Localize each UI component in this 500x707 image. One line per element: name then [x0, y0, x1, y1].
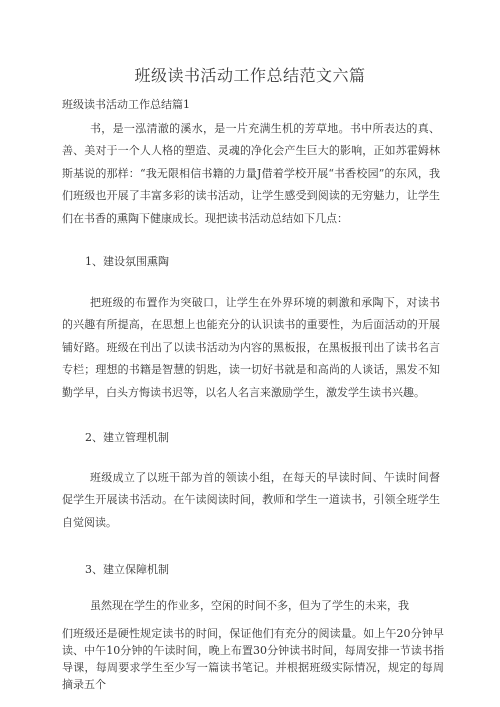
- document-title: 班级读书活动工作总结范文六篇: [134, 66, 366, 85]
- document-subtitle: 班级读书活动工作总结篇1: [62, 98, 190, 111]
- intro-paragraph: 书，是一泓清澈的溪水，是一片充满生机的芳草地。书中所表达的真、善、美对于一个人人格的塑造、灵魂的净化会产生巨大的影响，正如苏霍姆林斯基说的那样：“我无限相信书籍的力量J借着学校开展“书香校园”的东风，我们班级也开展了丰富多彩的读书活动，让学生感受到阅读的无穷魅力，让学生们在书香的熏陶下健康成长。现把读书活动总结如下几点：: [62, 122, 440, 225]
- section-heading-3: 3、建立保障机制: [85, 563, 169, 576]
- section-body-1: 把班级的布置作为突破口，让学生在外界环境的刺激和承陶下，对读书的兴趣有所提高，在思想上也能充分的认识读书的重要性，为后面活动的开展铺好路。班级在刊出了以读书活动为内容的黑板报，在黑板报刊出了读书名言专栏；理想的书籍是智慧的钥匙，读一切好书就是和高尚的人谈话，黑发不知勤学早，白头方悔读书迟等，以名人名言来激励学生，激发学生读书兴趣。: [62, 296, 440, 399]
- section-body-3-first-line: 虽然现在学生的作业多，空闲的时间不多，但为了学生的未来，我: [90, 599, 409, 612]
- section-heading-2: 2、建立管理机制: [85, 431, 169, 444]
- section-body-3: 们班级还是硬性规定读书的时间，保证他们有充分的阅读量。如上午20分钟早读、中午10分钟的午读时间，晚上布置30分钟读书时间，每周安排一节读书指导课，每周要求学生至少写一篇读书笔记。并根据班级实际情况，规定的每周摘录五个: [62, 627, 444, 691]
- section-heading-1: 1、建设氛围熏陶: [85, 255, 169, 268]
- section-body-2: 班级成立了以班干部为首的领读小组，在每天的早读时间、午读时间督促学生开展读书活动。在午读阅读时间，教师和学生一道读书，引领全班学生自觉阅读。: [62, 471, 440, 529]
